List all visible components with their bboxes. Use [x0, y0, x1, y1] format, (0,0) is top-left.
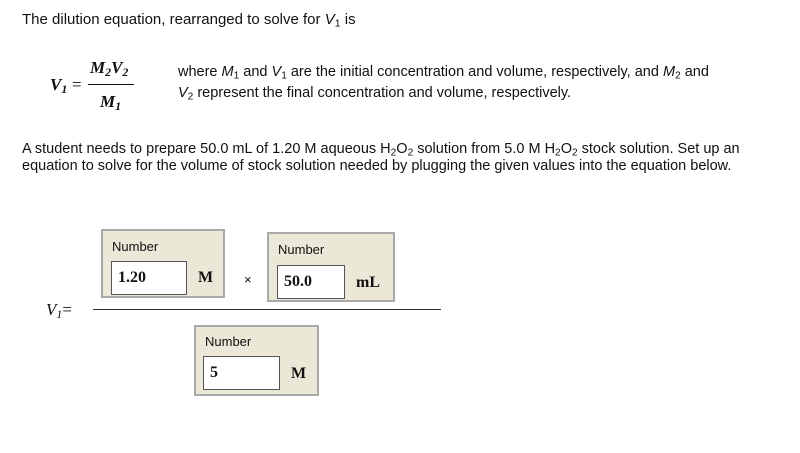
- number-box-volume: [267, 232, 395, 302]
- intro-text: The dilution equation, rearranged to solve for $V_1$ is: [22, 11, 356, 30]
- number-label: Number: [205, 334, 252, 349]
- answer-fraction-bar: [93, 309, 441, 310]
- unit-molar: M: [291, 365, 307, 382]
- number-label: Number: [112, 239, 159, 254]
- stock-concentration-input[interactable]: [203, 356, 280, 390]
- formula-lhs: $V_1$: [50, 75, 68, 96]
- number-box-stock-concentration: [194, 325, 319, 396]
- number-box-concentration: [101, 229, 225, 298]
- unit-milliliter: mL: [356, 274, 380, 291]
- volume-input[interactable]: [277, 265, 345, 299]
- formula-explanation: where $M_1$ and $V_1$ are the initial concentration and volume, respectively, and $M_2$ and $V_2$ represent the final concentration and volume, respectively.: [178, 64, 709, 103]
- formula-fraction-bar: [88, 84, 134, 85]
- number-label: Number: [278, 242, 325, 257]
- formula-denominator: $M_1$: [100, 92, 122, 113]
- formula-numerator: $M_2V_2$: [90, 58, 129, 79]
- answer-lhs: $V_1=$: [46, 300, 72, 321]
- multiply-sign: ×: [244, 272, 252, 287]
- unit-molar: M: [198, 269, 214, 286]
- problem-statement: A student needs to prepare 50.0 mL of 1.20 M aqueous $H_2O_2$ solution from 5.0 M $H_2O_2$ stock solution. Set up an equation to solve for the volume of stock solution needed by plugging the given values into the equation below.: [22, 141, 740, 174]
- concentration-input[interactable]: [111, 261, 187, 295]
- formula-equals: =: [72, 75, 82, 94]
